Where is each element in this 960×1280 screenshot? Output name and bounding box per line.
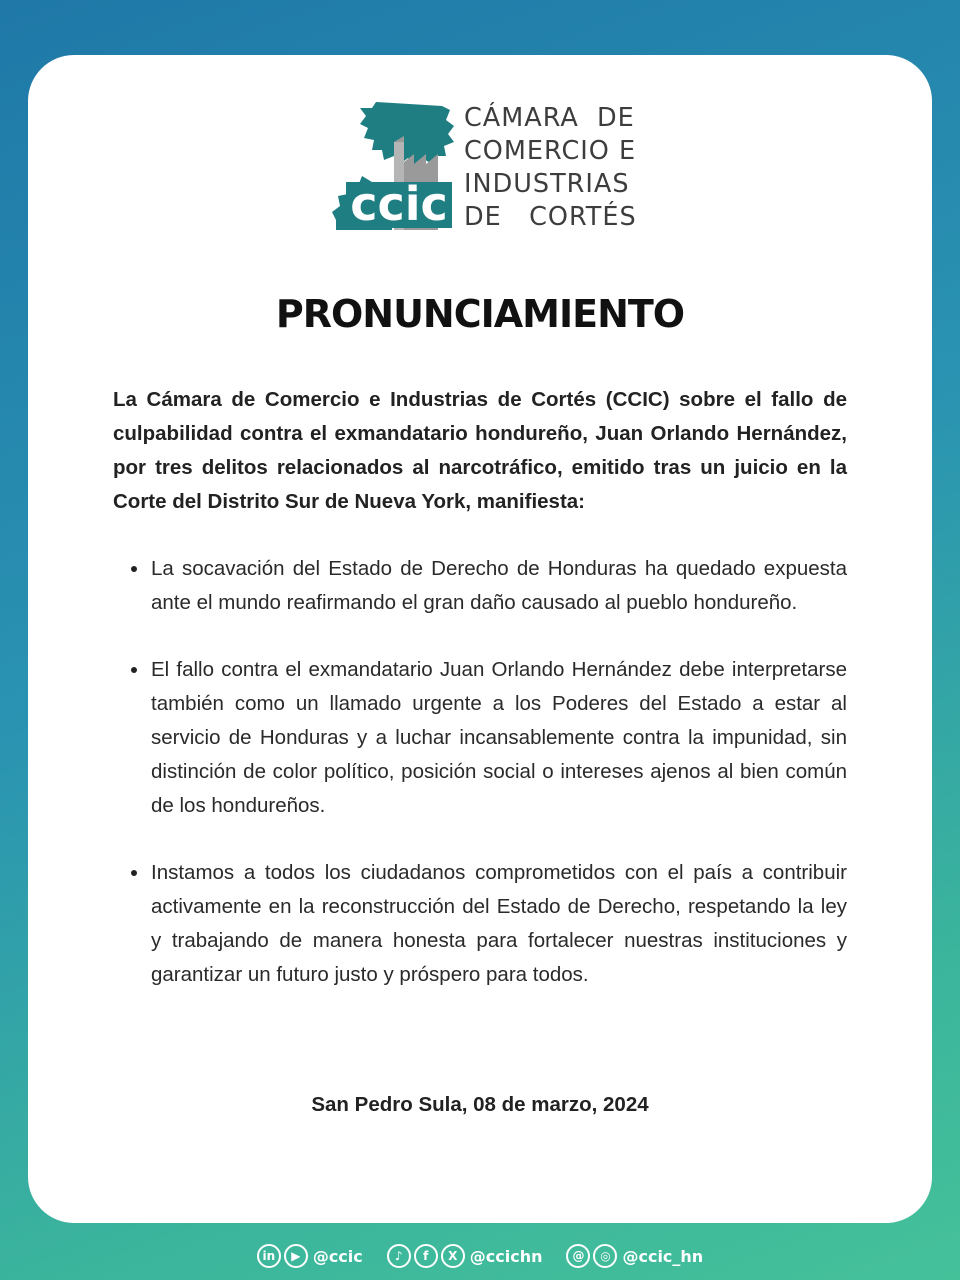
place-and-date: San Pedro Sula, 08 de marzo, 2024 [311,1093,649,1116]
instagram-icon[interactable]: ◎ [593,1244,617,1268]
facebook-icon[interactable]: f [414,1244,438,1268]
logo-mark [332,102,456,230]
logo-line-3: INDUSTRIAS [464,169,630,199]
linkedin-icon[interactable]: in [257,1244,281,1268]
social-group-3 [566,1244,703,1268]
statement-list [113,552,847,1025]
social-handle[interactable]: @ccichn [469,1246,543,1266]
social-handle[interactable]: @ccic_hn [622,1246,704,1266]
logo-wordmark [464,102,637,234]
ccic-logo [332,102,637,234]
intro-paragraph: La Cámara de Comercio e Industrias de Cortés (CCIC) sobre el fallo de culpabilidad contra el exmandatario hondureño, Juan Orlando Hernández, por tres delitos relacionados al narcotráfico, emitido tras un juicio en la Corte del Distrito Sur de Nueva York, manifiesta: [113,388,847,513]
social-group-2 [387,1244,543,1268]
logo-acronym: ccic [350,177,448,230]
x-icon[interactable]: X [441,1244,465,1268]
list-item: Instamos a todos los ciudadanos comprometidos con el país a contribuir activamente en la reconstrucción del Estado de Derecho, respetando la ley y trabajando de manera honesta para fortalecer nuestras instituciones y garantizar un futuro justo y próspero para todos. [113,856,847,992]
list-item: La socavación del Estado de Derecho de Honduras ha quedado expuesta ante el mundo reafirmando el gran daño causado al pueblo hondureño. [113,552,847,620]
logo-line-4: DE CORTÉS [464,202,637,232]
logo-line-2: COMERCIO E [464,136,637,166]
threads-icon[interactable]: @ [566,1244,590,1268]
list-item: El fallo contra el exmandatario Juan Orlando Hernández debe interpretarse también como un llamado urgente a los Poderes del Estado a estar al servicio de Honduras y a luchar incansablemente contra la impunidad, sin distinción de color político, posición social o intereses ajenos al bien común de los hondureños. [113,653,847,823]
document-title: PRONUNCIAMIENTO [275,292,685,336]
youtube-icon[interactable]: ▶ [284,1244,308,1268]
social-group-1 [257,1244,363,1268]
social-footer [0,1241,960,1271]
logo-line-1: CÁMARA DE [464,103,635,133]
social-handle[interactable]: @ccic [312,1246,363,1266]
tiktok-icon[interactable]: ♪ [387,1244,411,1268]
